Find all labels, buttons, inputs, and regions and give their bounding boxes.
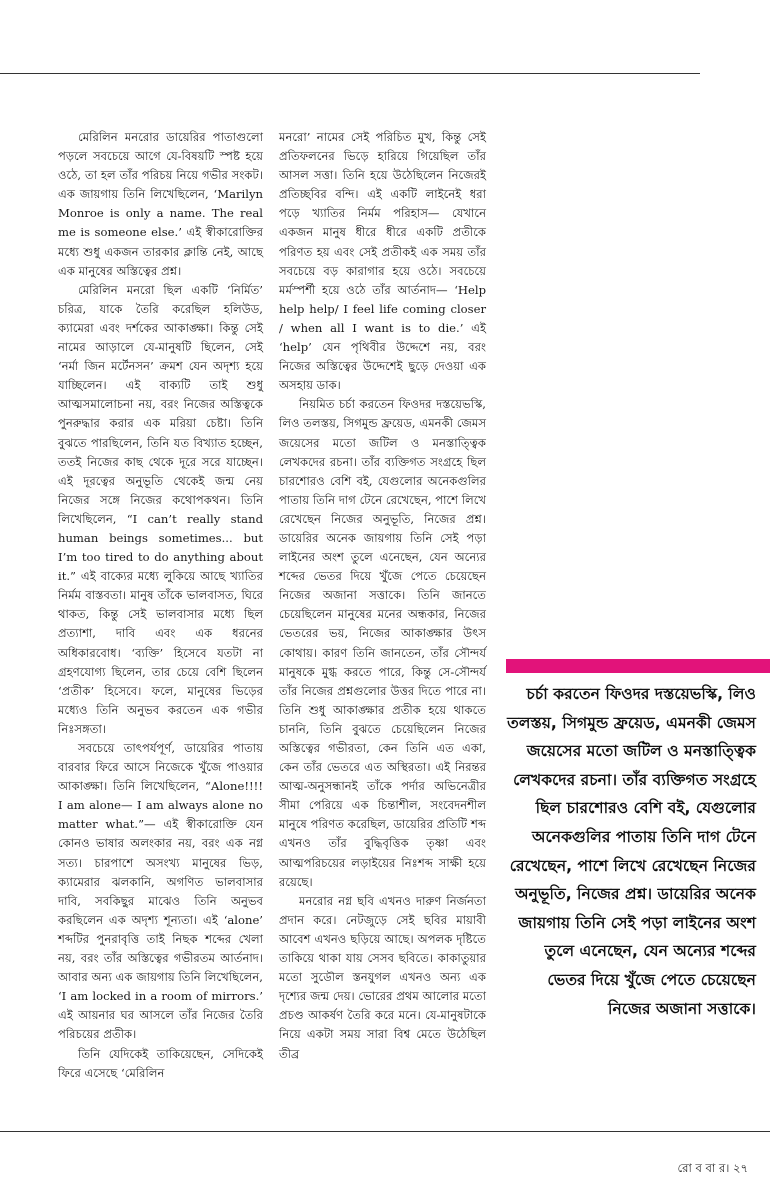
article-column-2 (279, 128, 486, 1064)
article-paragraph: সবচেয়ে তাৎপর্যপূর্ণ, ডায়েরির পাতায় বারবার ফিরে আসে নিজেকে খুঁজে পাওয়ার আকাঙ্ক্ষা। তিনি লিখেছিলেন, “Alone!!!! I am alone— I am always alone no matter what.”— এই স্বীকারোক্তি যেন কোনও ভাষার অলংকার নয়, বরং এক নগ্ন সত্য। চারপাশে অসংখ্য মানুষের ভিড়, ক্যামেরার ঝলকানি, অগণিত ভালবাসার দাবি, সবকিছুর মাঝেও তিনি অনুভব করছিলেন এক অদৃশ্য শূন্যতা। এই ‘alone’ শব্দটির পুনরাবৃত্তি তাই নিছক শব্দের খেলা নয়, বরং তাঁর অস্তিত্বের গভীরতম আর্তনাদ। আবার অন্য এক জায়গায় তিনি লিখেছিলেন, ‘I am locked in a room of mirrors.’ এই আয়নার ঘর আসলে তাঁর নিজের তৈরি পরিচয়ের প্রতীক। (58, 741, 263, 1042)
article-paragraph: মনরোর নগ্ন ছবি এখনও দারুণ নির্জনতা প্রদান করে। নেটজুড়ে সেই ছবির মায়াবী আবেশ এখনও ছড়িয়ে আছে। অপলক দৃষ্টিতে তাকিয়ে থাকা যায় সেসব ছবিতে। কাকাতুয়ার মতো সুডৌল স্তনযুগল এখনও অন্য এক দৃশ্যের জন্ম দেয়। ভোরের প্রথম আলোর মতো প্রচণ্ড আকর্ষণ তৈরি করে মনে। যে-মানুষটাকে নিয়ে একটা সময় সারা বিশ্ব মেতে উঠেছিল তীব্র (279, 893, 486, 1061)
article-paragraph: নিয়মিত চর্চা করতেন ফিওদর দস্তয়েভস্কি, লিও তলস্তয়, সিগমুন্ড ফ্রয়েড, এমনকী জেমস জয়েসের মতো জটিল ও মনস্তাত্ত্বিক লেখকদের রচনা। তাঁর ব্যক্তিগত সংগ্রহে ছিল চারশোরও বেশি বই, যেগুলোর অনেকগুলির পাতায় তিনি দাগ টেনে রেখেছেন, পাশে লিখে রেখেছেন নিজের অনুভূতি, নিজের প্রশ্ন। ডায়েরির অনেক জায়গায় তিনি সেই পড়া লাইনের অংশ তুলে এনেছেন, যেন অন্যের শব্দের ভেতর দিয়ে খুঁজে পেতে চেয়েছেন নিজের অজানা সত্তাকে। তিনি জানতে চেয়েছিলেন মানুষের মনের অন্ধকার, নিজের ভেতরের ভয়, নিজের আকাঙ্ক্ষার উৎস কোথায়। কারণ তিনি জানতেন, তাঁর সৌন্দর্য মানুষকে মুগ্ধ করতে পারে, কিন্তু সে-সৌন্দর্য তাঁর নিজের প্রশ্নগুলোর উত্তর দিতে পারে না। তিনি শুধু আকাঙ্ক্ষার প্রতীক হয়ে থাকতে চাননি, তিনি বুঝতে চেয়েছিলেন নিজের অস্তিত্বের গভীরতা, কেন তিনি এত একা, কেন তাঁর ভেতরে এত অস্থিরতা। এই নিরন্তর আত্ম-অনুসন্ধানই তাঁকে পর্দার অভিনেত্রীর সীমা পেরিয়ে এক চিন্তাশীল, সংবেদনশীল মানুষে পরিণত করেছিল, ডায়েরির প্রতিটি শব্দ এখনও তাঁর বুদ্ধিবৃত্তিক তৃষ্ণা এবং আত্মপরিচয়ের লড়াইয়ের নিঃশব্দ সাক্ষী হয়ে রয়েছে। (279, 397, 486, 889)
top-rule (0, 73, 700, 74)
page-footer: রো ব বা র। ২৭ (677, 1161, 748, 1175)
article-paragraph: তিনি যেদিকেই তাকিয়েছেন, সেদিকেই ফিরে এসেছে ‘মেরিলিন (58, 1046, 263, 1080)
pull-quote: চর্চা করতেন ফিওদর দস্তয়েভস্কি, লিও তলস্তয়, সিগমুন্ড ফ্রয়েড, এমনকী জেমস জয়েসের মতো জটিল ও মনস্তাত্ত্বিক লেখকদের রচনা। তাঁর ব্যক্তিগত সংগ্রহে ছিল চারশোরও বেশি বই, যেগুলোর অনেকগুলির পাতায় তিনি দাগ টেনে রেখেছেন, পাশে লিখে রেখেছেন নিজের অনুভূতি, নিজের প্রশ্ন। ডায়েরির অনেক জায়গায় তিনি সেই পড়া লাইনের অংশ তুলে এনেছেন, যেন অন্যের শব্দের ভেতর দিয়ে খুঁজে পেতে চেয়েছেন নিজের অজানা সত্তাকে। (507, 685, 756, 1018)
pull-quote-accent-bar (506, 659, 770, 673)
bottom-rule (0, 1131, 770, 1132)
article-paragraph: মেরিলিন মনরো ছিল একটি ‘নির্মিত’ চরিত্র, যাকে তৈরি করেছিল হলিউড, ক্যামেরা এবং দর্শকের আকাঙ্ক্ষা। কিন্তু সেই নামের আড়ালে যে-মানুষটি ছিলেন, সেই ‘নর্মা জিন মর্টেনসন’ ক্রমশ যেন অদৃশ্য হয়ে যাচ্ছিলেন। এই বাক্যটি তাই শুধু আত্মসমালোচনা নয়, বরং নিজের অস্তিত্বকে পুনরুদ্ধার করার এক মরিয়া চেষ্টা। তিনি বুঝতে পারছিলেন, তিনি যত বিখ্যাত হচ্ছেন, ততই নিজের কাছ থেকে দূরে সরে যাচ্ছেন। এই দূরত্বের অনুভূতি থেকেই জন্ম নেয় নিজের সঙ্গে নিজের কথোপকথন। তিনি লিখেছিলেন, “I can’t really stand human beings sometimes... but I’m too tired to do anything about it.” এই বাক্যের মধ্যে লুকিয়ে আছে খ্যাতির নির্মম বাস্তবতা। মানুষ তাঁকে ভালবাসত, ঘিরে থাকত, কিন্তু সেই ভালবাসার মধ্যে ছিল প্রত্যাশা, দাবি এবং এক ধরনের অধিকারবোধ। ‘ব্যক্তি’ হিসেবে যতটা না গ্রহণযোগ্য ছিলেন, তার চেয়ে বেশি ছিলেন ‘প্রতীক’ হিসেবে। ফলে, মানুষের ভিড়ের মধ্যেও তিনি অনুভব করতেন এক গভীর নিঃসঙ্গতা। (58, 282, 263, 736)
article-paragraph: মেরিলিন মনরোর ডায়েরির পাতাগুলো পড়লে সবচেয়ে আগে যে-বিষয়টি স্পষ্ট হয়ে ওঠে, তা হল তাঁর পরিচয় নিয়ে গভীর সংকট। এক জায়গায় তিনি লিখেছিলেন, ‘Marilyn Monroe is only a name. The real me is someone else.’ এই স্বীকারোক্তির মধ্যে শুধু একজন তারকার ক্লান্তি নেই, আছে এক মানুষের অস্তিত্বের প্রশ্ন। (58, 130, 263, 278)
article-column-1 (58, 128, 263, 1083)
article-paragraph: মনরো’ নামের সেই পরিচিত মুখ, কিন্তু সেই প্রতিফলনের ভিড়ে হারিয়ে গিয়েছিল তাঁর আসল সত্তা। তিনি হয়ে উঠেছিলেন নিজেরই প্রতিচ্ছবির বন্দি। এই একটি লাইনেই ধরা পড়ে খ্যাতির নির্মম পরিহাস— যেখানে একজন মানুষ ধীরে ধীরে একটি প্রতীকে পরিণত হয় এবং সেই প্রতীকই এক সময় তাঁর সবচেয়ে বড় কারাগার হয়ে ওঠে। সবচেয়ে মর্মস্পর্শী হয়ে ওঠে তাঁর আর্তনাদ— ‘Help help help/ I feel life coming closer / when all I want is to die.’ এই ‘help’ যেন পৃথিবীর উদ্দেশে নয়, বরং নিজের অস্তিত্বের উদ্দেশেই ছুড়ে দেওয়া এক অসহায় ডাক। (279, 130, 486, 393)
